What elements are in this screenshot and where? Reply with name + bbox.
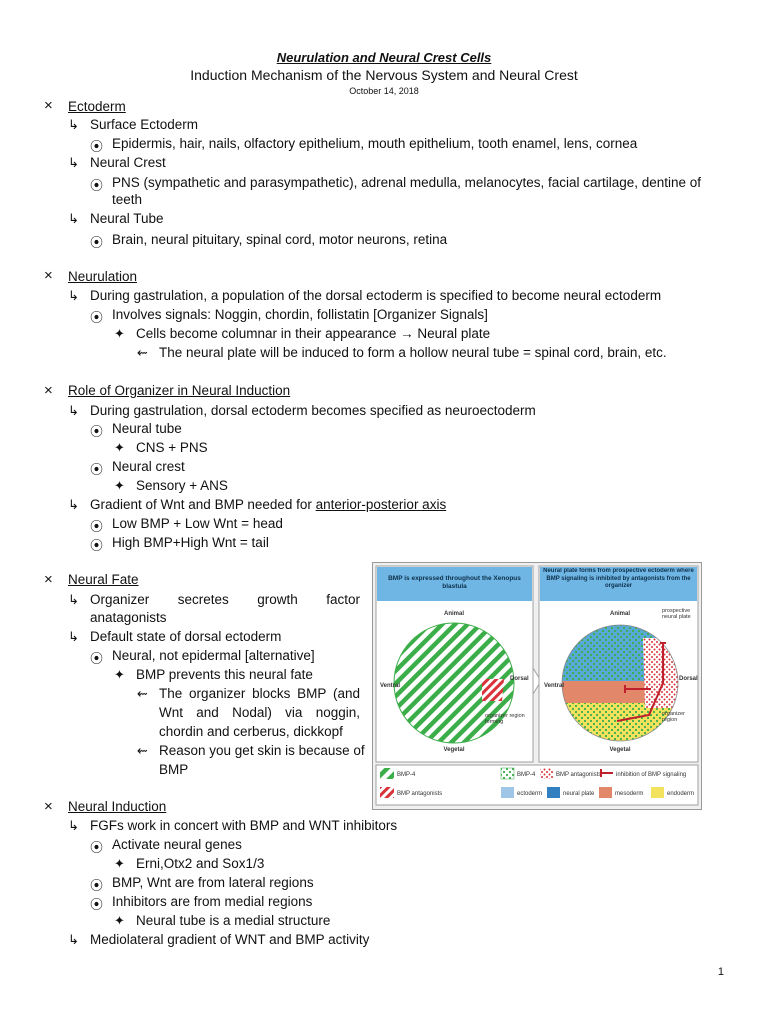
radio-bullet-icon: ⦿ (90, 310, 104, 325)
page-title: Neurulation and Neural Crest Cells (276, 50, 492, 65)
label-organizer-forming: organizer region forming (485, 713, 525, 725)
item-fate-5-cont2: chordin and cerberus, dickkopf (159, 724, 343, 739)
radio-bullet-icon: ⦿ (90, 235, 104, 250)
item-organizer-low: Low BMP + Low Wnt = head (112, 516, 283, 531)
radio-bullet-icon: ⦿ (90, 878, 104, 893)
legend-bmp-antagonists: BMP antagonists (397, 791, 443, 797)
bullet-x-icon: × (44, 382, 53, 399)
legend (376, 765, 698, 805)
item-organizer-high: High BMP+High Wnt = tail (112, 535, 269, 550)
legend-neural-plate: neural plate (563, 791, 595, 797)
blastula-figure (372, 562, 702, 810)
item-neural-tube: Neural Tube (90, 211, 164, 226)
item-induction-3: Erni,Otx2 and Sox1/3 (136, 856, 265, 871)
radio-bullet-icon: ⦿ (90, 651, 104, 666)
item-induction-2: Activate neural genes (112, 837, 242, 852)
radio-bullet-icon: ⦿ (90, 897, 104, 912)
page-number: 1 (717, 966, 724, 978)
star-bullet-icon: ✦ (114, 326, 125, 341)
legend-endoderm: endoderm (667, 791, 695, 797)
legend-swatch-bmp4 (380, 768, 394, 779)
item-induction-6: Neural tube is a medial structure (136, 913, 331, 928)
item-neurulation-2: Involves signals: Noggin, chordin, follistatin [Organizer Signals] (112, 307, 488, 322)
item-neurulation-1: During gastrulation, a population of the dorsal ectoderm is specified to become neural ectoderm (90, 288, 662, 303)
item-organizer-gradient (90, 496, 446, 514)
legend-swatch-neural-plate (547, 787, 560, 798)
hook-arrow-icon: ↳ (68, 117, 79, 132)
legend-bmp4: BMP-4 (397, 772, 416, 778)
label-ventral-right: Ventral (544, 683, 565, 689)
star-bullet-icon: ✦ (114, 856, 125, 871)
legend-swatch-mesoderm (599, 787, 612, 798)
item-neurulation-4: The neural plate will be induced to form a hollow neural tube = spinal cord, brain, etc. (159, 345, 667, 360)
hook-arrow-icon: ↳ (68, 403, 79, 418)
heading-ectoderm: Ectoderm (68, 99, 126, 114)
heading-organizer: Role of Organizer in Neural Induction (68, 383, 291, 398)
item-fate-4: BMP prevents this neural fate (136, 667, 313, 682)
radio-bullet-icon: ⦿ (90, 519, 104, 534)
item-surface-ectoderm: Surface Ectoderm (90, 117, 199, 132)
item-crest-derivatives: PNS (sympathetic and parasympathetic), adrenal medulla, melanocytes, facial cartilage, dentine of (112, 175, 702, 190)
bullet-x-icon: × (44, 97, 53, 114)
star-bullet-icon: ✦ (114, 667, 125, 682)
radio-bullet-icon: ⦿ (90, 538, 104, 553)
item-crest-derivatives-cont: teeth (112, 192, 143, 207)
legend-inhibition: inhibition of BMP signaling (616, 772, 687, 778)
label-animal-left: Animal (443, 611, 465, 617)
radio-bullet-icon: ⦿ (90, 139, 104, 154)
item-fate-1: Organizer secretes growth factor (90, 592, 360, 607)
item-induction-1: FGFs work in concert with BMP and WNT inhibitors (90, 818, 398, 833)
left-panel-title: BMP is expressed throughout the Xenopus blastula (388, 575, 521, 590)
hook-arrow-icon: ↳ (68, 497, 79, 512)
item-fate-1-cont: anatagonists (90, 610, 167, 625)
hook-arrow-icon: ↳ (68, 155, 79, 170)
bullet-x-icon: × (44, 571, 53, 588)
label-dorsal-left: Dorsal (510, 676, 529, 682)
item-neural-crest: Neural Crest (90, 155, 166, 170)
item-fate-5-cont: Wnt and Nodal) via noggin, (159, 705, 360, 720)
item-organizer-1: During gastrulation, dorsal ectoderm becomes specified as neuroectoderm (90, 403, 536, 418)
item-fate-2: Default state of dorsal ectoderm (90, 629, 282, 644)
star-bullet-icon: ✦ (114, 440, 125, 455)
legend-swatch-ectoderm (501, 787, 514, 798)
arrow-bullet-icon: ⇜ (137, 686, 148, 701)
star-bullet-icon: ✦ (114, 913, 125, 928)
heading-neural-fate: Neural Fate (68, 572, 139, 587)
hook-arrow-icon: ↳ (68, 288, 79, 303)
hook-arrow-icon: ↳ (68, 211, 79, 226)
radio-bullet-icon: ⦿ (90, 178, 104, 193)
organizer-forming-region (482, 679, 504, 701)
gradient-text: Gradient of Wnt and BMP needed for (90, 497, 316, 512)
heading-neural-induction: Neural Induction (68, 799, 167, 814)
label-vegetal-right: Vegetal (609, 747, 631, 753)
item-fate-6: Reason you get skin is because of (159, 743, 365, 758)
item-tube-derivatives: Brain, neural pituitary, spinal cord, motor neurons, retina (112, 232, 448, 247)
arrow-bullet-icon: ⇜ (137, 345, 148, 360)
label-animal-right: Animal (609, 611, 631, 617)
hook-arrow-icon: ↳ (68, 592, 79, 607)
gradient-axis-link: anterior-posterior axis (315, 497, 447, 512)
page-subtitle: Induction Mechanism of the Nervous System and Neural Crest (190, 67, 578, 83)
legend-swatch-antagonists (380, 787, 394, 798)
item-organizer-crest-d: Sensory + ANS (136, 478, 228, 493)
legend-bmp4-dots: BMP-4 (517, 772, 536, 778)
item-induction-7: Mediolateral gradient of WNT and BMP activity (90, 932, 370, 947)
legend-ectoderm: ectoderm (517, 791, 543, 797)
item-neurulation-3: Cells become columnar in their appearance → Neural plate (136, 326, 491, 341)
item-surface-derivatives: Epidermis, hair, nails, olfactory epithelium, mouth epithelium, tooth enamel, lens, cornea (112, 136, 638, 151)
item-organizer-crest: Neural crest (112, 459, 185, 474)
item-fate-3: Neural, not epidermal [alternative] (112, 648, 315, 663)
arrow-bullet-icon: ⇜ (137, 743, 148, 758)
item-fate-5: The organizer blocks BMP (and (159, 686, 360, 701)
radio-bullet-icon: ⦿ (90, 462, 104, 477)
item-induction-4: BMP, Wnt are from lateral regions (112, 875, 314, 890)
item-induction-5: Inhibitors are from medial regions (112, 894, 313, 909)
legend-bmp-antagonists-dots: BMP antagonists (556, 772, 602, 778)
label-organizer-region: organizer region (662, 711, 685, 723)
right-panel-title: Neural plate forms from prospective ectoderm where BMP signaling is inhibited by antagonists from the organizer (543, 568, 694, 589)
legend-swatch-endoderm (651, 787, 664, 798)
star-bullet-icon: ✦ (114, 478, 125, 493)
bullet-x-icon: × (44, 798, 53, 815)
label-dorsal-right: Dorsal (679, 676, 698, 682)
item-organizer-tube: Neural tube (112, 421, 182, 436)
date: October 14, 2018 (349, 86, 419, 96)
label-ventral-left: Ventral (380, 683, 401, 689)
hook-arrow-icon: ↳ (68, 629, 79, 644)
item-fate-6-cont: BMP (159, 762, 189, 777)
radio-bullet-icon: ⦿ (90, 840, 104, 855)
bullet-x-icon: × (44, 267, 53, 284)
label-prospective-plate: prospective neural plate (662, 608, 691, 620)
label-vegetal-left: Vegetal (443, 747, 465, 753)
hook-arrow-icon: ↳ (68, 818, 79, 833)
legend-swatch-antagonist-dots (540, 768, 553, 779)
hook-arrow-icon: ↳ (68, 932, 79, 947)
legend-mesoderm: mesoderm (615, 791, 644, 797)
blastula-diagram (373, 563, 701, 809)
heading-neurulation: Neurulation (68, 269, 138, 284)
radio-bullet-icon: ⦿ (90, 424, 104, 439)
item-organizer-tube-d: CNS + PNS (136, 440, 208, 455)
